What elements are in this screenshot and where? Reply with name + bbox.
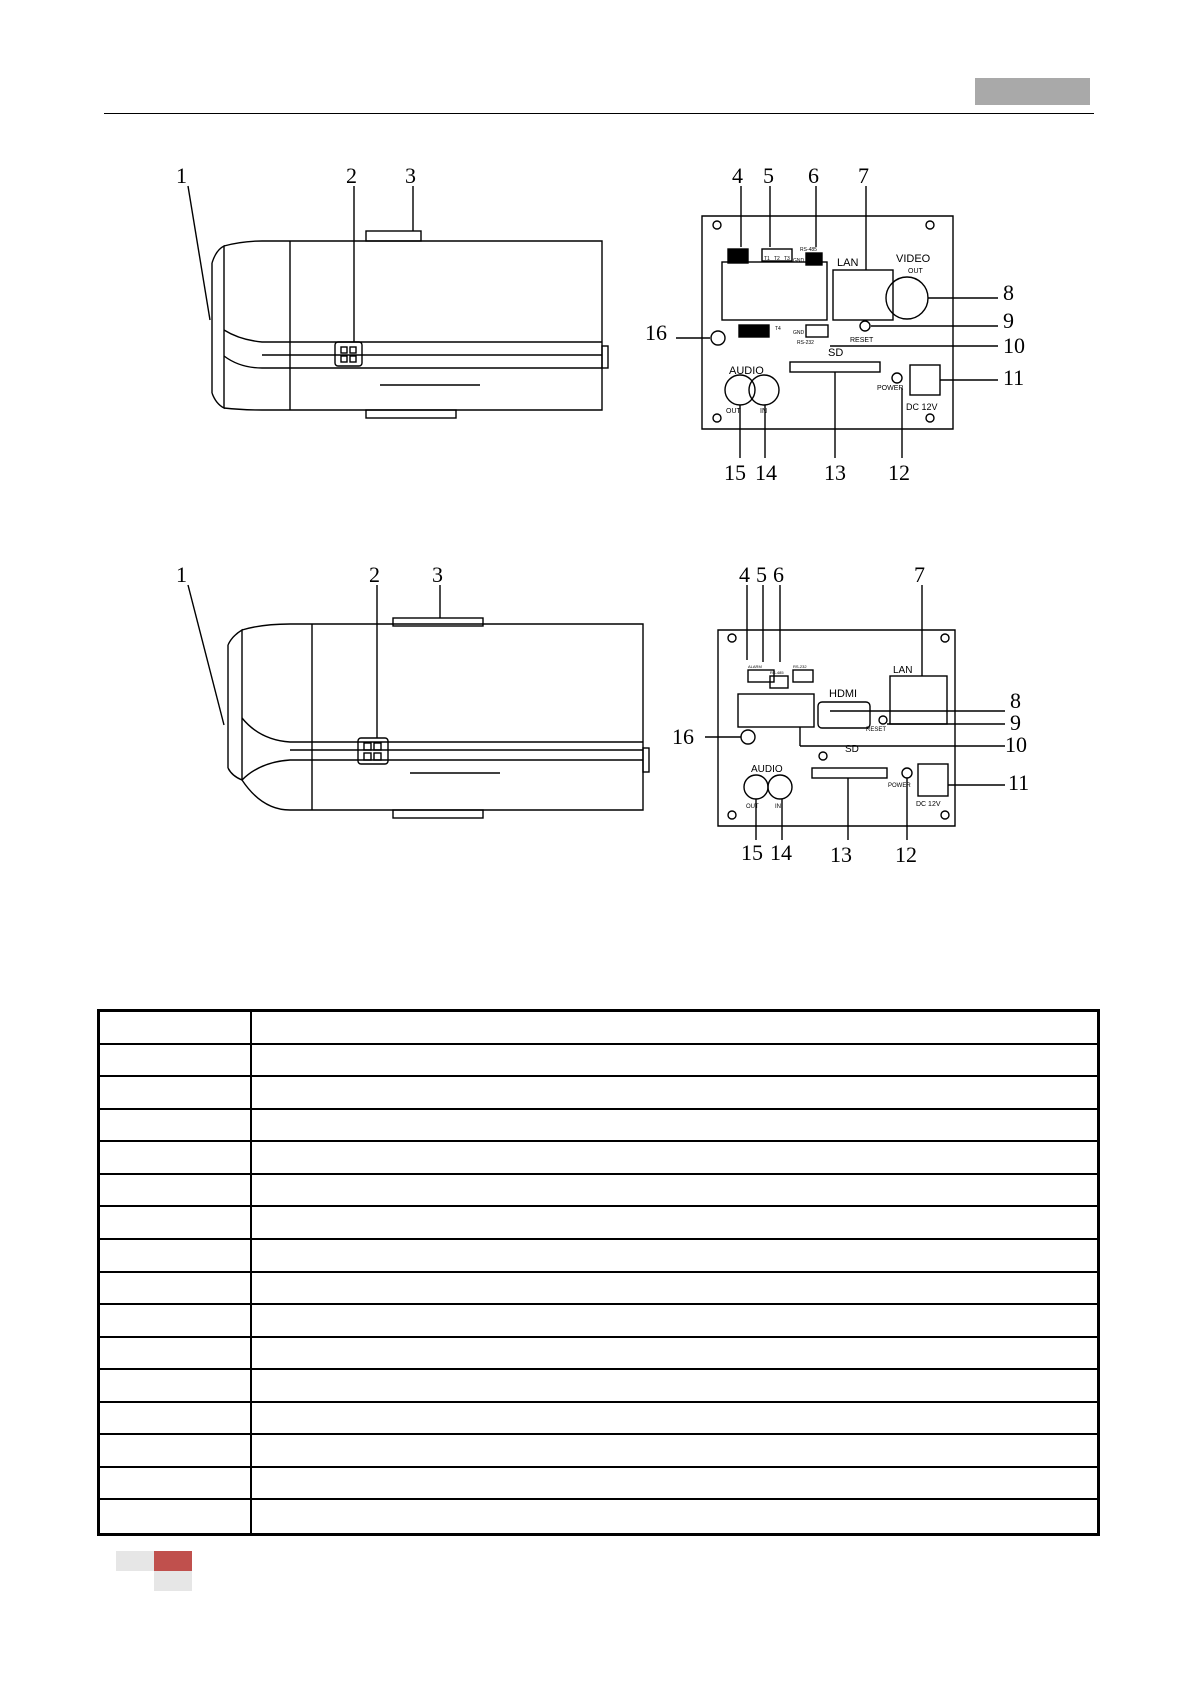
table-cell-desc xyxy=(252,1207,1097,1238)
callout-6: 6 xyxy=(808,163,819,188)
table-cell-desc xyxy=(252,1142,1097,1173)
table-cell-no xyxy=(100,1500,252,1533)
table-row xyxy=(100,1240,1097,1273)
label-dc-b: DC 12V xyxy=(916,801,941,808)
callouts-1 xyxy=(176,163,1025,485)
callout-12-b: 12 xyxy=(895,842,917,867)
callout-5-b: 5 xyxy=(756,562,767,587)
table-row xyxy=(100,1338,1097,1371)
label-t2: T2 xyxy=(774,256,780,262)
spec-table xyxy=(97,1009,1100,1536)
camera-rear-panel-2 xyxy=(718,630,955,826)
label-reset: RESET xyxy=(850,337,874,344)
panel-labels-2 xyxy=(746,664,941,810)
label-gnd: GND xyxy=(793,258,805,264)
table-row xyxy=(100,1207,1097,1240)
label-reset-b: RESET xyxy=(866,727,887,733)
callout-7: 7 xyxy=(858,163,869,188)
table-cell-no xyxy=(100,1175,252,1206)
callout-8: 8 xyxy=(1003,280,1014,305)
leader-lines-2 xyxy=(188,585,1005,840)
label-audio-out: OUT xyxy=(726,408,741,415)
table-cell-no xyxy=(100,1435,252,1466)
label-hdmi: HDMI xyxy=(829,688,858,700)
label-t3: T3 xyxy=(784,256,790,262)
camera-side-view-1 xyxy=(212,231,608,418)
label-gnd-2: GND xyxy=(793,330,805,336)
table-cell-no xyxy=(100,1142,252,1173)
footer-block-accent xyxy=(154,1551,192,1571)
label-rs485-b: RS-485 xyxy=(770,670,784,675)
label-lan: LAN xyxy=(837,257,859,269)
table-cell-desc xyxy=(252,1110,1097,1141)
table-cell-no xyxy=(100,1468,252,1499)
callout-3-b: 3 xyxy=(432,562,443,587)
callout-14-b: 14 xyxy=(770,840,792,865)
leader-lines-1 xyxy=(188,186,998,458)
callout-11-b: 11 xyxy=(1008,770,1030,795)
callout-13-b: 13 xyxy=(830,842,852,867)
table-cell-no xyxy=(100,1240,252,1271)
label-dc: DC 12V xyxy=(906,402,938,412)
callout-1-b: 1 xyxy=(176,562,187,587)
callout-16-b: 16 xyxy=(672,724,694,749)
footer-block-light xyxy=(116,1551,154,1571)
label-rs232: RS-232 xyxy=(797,340,814,346)
label-alarm: ALARM xyxy=(748,664,762,669)
table-row xyxy=(100,1110,1097,1143)
table-cell-desc xyxy=(252,1077,1097,1108)
table-row xyxy=(100,1403,1097,1436)
table-cell-no xyxy=(100,1045,252,1076)
callout-15: 15 xyxy=(724,460,746,485)
callout-9-b: 9 xyxy=(1010,710,1021,735)
table-cell-desc xyxy=(252,1175,1097,1206)
callout-5: 5 xyxy=(763,163,774,188)
callout-4-b: 4 xyxy=(739,562,750,587)
table-row xyxy=(100,1468,1097,1501)
table-cell-no xyxy=(100,1110,252,1141)
callout-3: 3 xyxy=(405,163,416,188)
label-t4: T4 xyxy=(775,326,781,332)
label-audio-in: IN xyxy=(760,408,767,415)
table-cell-no xyxy=(100,1370,252,1401)
callout-8-b: 8 xyxy=(1010,688,1021,713)
label-audio-in-b: IN xyxy=(775,804,781,810)
label-power-b: POWER xyxy=(888,783,911,789)
table-cell-no xyxy=(100,1305,252,1336)
label-audio: AUDIO xyxy=(729,365,764,377)
callout-15-b: 15 xyxy=(741,840,763,865)
callout-6-b: 6 xyxy=(773,562,784,587)
table-cell-desc xyxy=(252,1240,1097,1271)
table-row xyxy=(100,1435,1097,1468)
callout-9: 9 xyxy=(1003,308,1014,333)
callout-2-b: 2 xyxy=(369,562,380,587)
footer-block-light-lower xyxy=(154,1571,192,1591)
callout-14: 14 xyxy=(755,460,777,485)
table-row xyxy=(100,1077,1097,1110)
table-cell-desc xyxy=(252,1273,1097,1304)
table-cell-no xyxy=(100,1077,252,1108)
callouts-2 xyxy=(176,562,1029,867)
table-cell-desc xyxy=(252,1012,1097,1043)
table-cell-no xyxy=(100,1273,252,1304)
table-cell-desc xyxy=(252,1468,1097,1499)
table-cell-no xyxy=(100,1338,252,1369)
label-audio-b: AUDIO xyxy=(751,764,783,775)
table-row xyxy=(100,1175,1097,1208)
table-cell-desc xyxy=(252,1403,1097,1434)
label-lan-b: LAN xyxy=(893,665,913,676)
table-row xyxy=(100,1142,1097,1175)
table-cell-desc xyxy=(252,1045,1097,1076)
label-rs485: RS-485 xyxy=(800,247,817,253)
table-cell-no xyxy=(100,1207,252,1238)
table-cell-desc xyxy=(252,1305,1097,1336)
callout-7-b: 7 xyxy=(914,562,925,587)
label-video: VIDEO xyxy=(896,253,931,265)
callout-1: 1 xyxy=(176,163,187,188)
callout-13: 13 xyxy=(824,460,846,485)
table-row xyxy=(100,1500,1097,1533)
table-row xyxy=(100,1045,1097,1078)
table-cell-no xyxy=(100,1403,252,1434)
callout-11: 11 xyxy=(1003,365,1025,390)
callout-4: 4 xyxy=(732,163,743,188)
label-rs232-b: RS-232 xyxy=(793,664,807,669)
callout-16: 16 xyxy=(645,320,667,345)
table-cell-desc xyxy=(252,1370,1097,1401)
table-cell-no xyxy=(100,1012,252,1043)
table-cell-desc xyxy=(252,1338,1097,1369)
label-video-out: OUT xyxy=(908,268,923,275)
label-sd-b: SD xyxy=(845,744,859,755)
camera-side-view-2 xyxy=(228,618,649,818)
label-audio-out-b: OUT xyxy=(746,804,759,810)
label-d-plus: D+ xyxy=(806,259,813,265)
callout-10: 10 xyxy=(1003,333,1025,358)
table-row xyxy=(100,1305,1097,1338)
camera-rear-panel-1 xyxy=(702,216,953,429)
label-d-minus: D- xyxy=(815,259,821,265)
label-t1: T1 xyxy=(764,256,770,262)
label-power: POWER xyxy=(877,385,904,392)
callout-10-b: 10 xyxy=(1005,732,1027,757)
callout-12: 12 xyxy=(888,460,910,485)
table-cell-desc xyxy=(252,1500,1097,1533)
table-row xyxy=(100,1012,1097,1045)
table-row xyxy=(100,1370,1097,1403)
table-cell-desc xyxy=(252,1435,1097,1466)
callout-2: 2 xyxy=(346,163,357,188)
label-sd: SD xyxy=(828,347,844,359)
table-row xyxy=(100,1273,1097,1306)
